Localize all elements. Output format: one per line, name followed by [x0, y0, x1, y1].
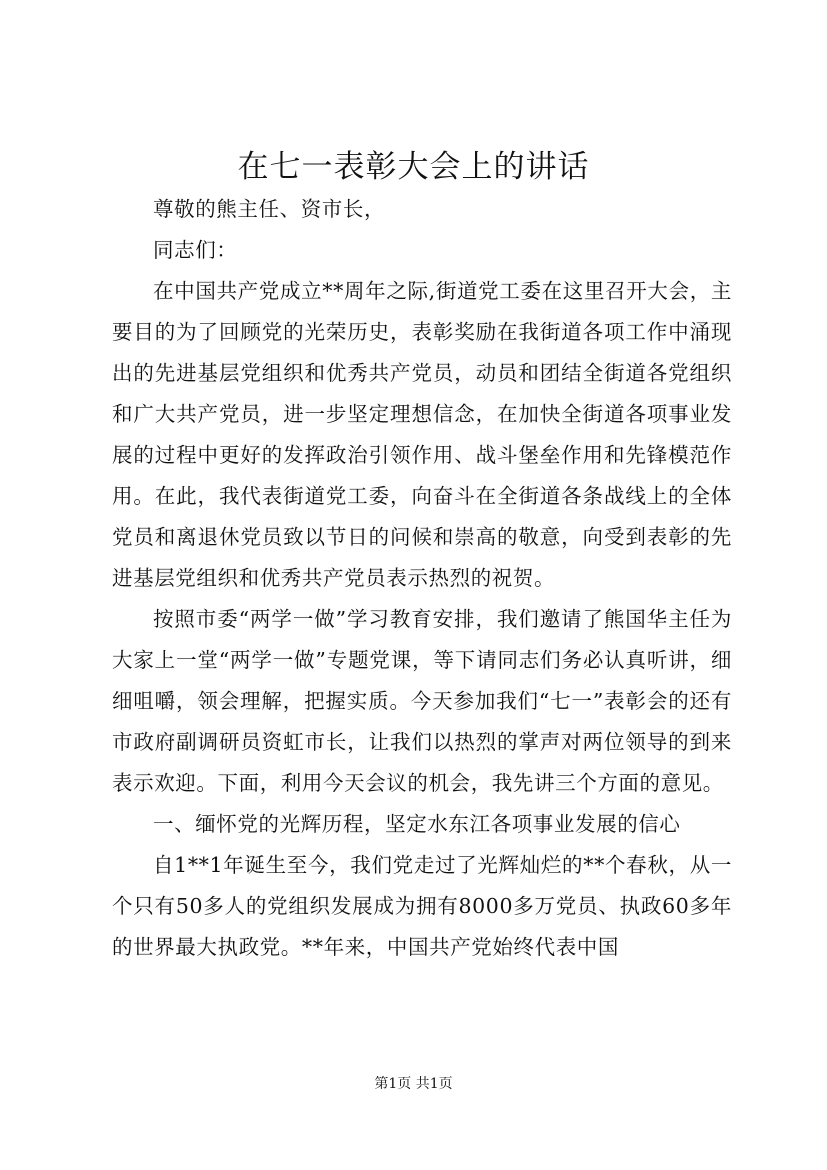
- body-paragraph: 在中国共产党成立**周年之际,街道党工委在这里召开大会，主要目的为了回顾党的光荣历史，表彰奖励在我街道各项工作中涌现出的先进基层党组织和优秀共产党员，动员和团结全街道各党组织和广大共产党员，进一步坚定理想信念，在加快全街道各项事业发展的过程中更好的发挥政治引领作用、战斗堡垒作用和先锋模范作用。在此，我代表街道党工委，向奋斗在全街道各条战线上的全体党员和离退休党员致以节日的问候和崇高的敬意，向受到表彰的先进基层党组织和优秀共产党员表示热烈的祝贺。: [112, 279, 732, 590]
- body-paragraph: 按照市委“两学一做”学习教育安排，我们邀请了熊国华主任为大家上一堂“两学一做”专题党课，等下请同志们务必认真听讲，细细咀嚼，领会理解，把握实质。今天参加我们“七一”表彰会的还有市政府副调研员资虹市长，让我们以热烈的掌声对两位领导的到来表示欢迎。下面，利用今天会议的机会，我先讲三个方面的意见。: [112, 607, 732, 795]
- page-footer: 第1页 共1页: [374, 1076, 453, 1092]
- greeting-paragraph: 同志们：: [153, 238, 238, 262]
- document-body: [112, 189, 732, 968]
- section-heading: 一、缅怀党的光辉历程，坚定水东江各项事业发展的信心: [153, 812, 681, 836]
- document-title: 在七一表彰大会上的讲话: [237, 149, 590, 185]
- body-paragraph: 自1**1年诞生至今，我们党走过了光辉灿烂的**个春秋，从一个只有50多人的党组织发展成为拥有8000多万党员、执政60多年的世界最大执政党。**年来，中国共产党始终代表中国: [112, 853, 732, 959]
- salutation-paragraph: 尊敬的熊主任、资市长，: [153, 197, 386, 221]
